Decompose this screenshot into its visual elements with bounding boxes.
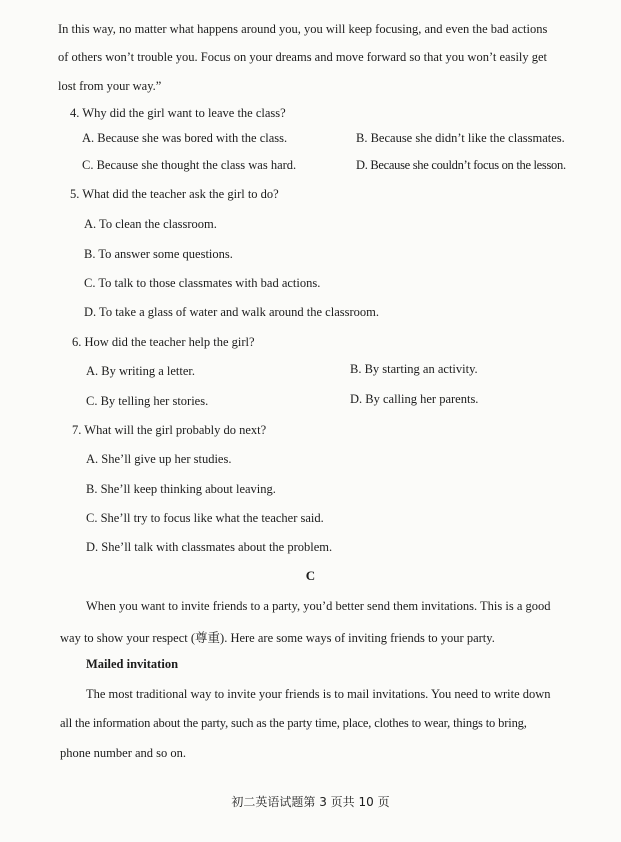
question-6-option-a[interactable]: A. By writing a letter. <box>86 364 196 378</box>
question-4-option-d[interactable]: D. Because she couldn’t focus on the lesson. <box>356 158 566 172</box>
section-c-heading: C <box>305 568 316 583</box>
passage-line: In this way, no matter what happens around you, you will keep focusing, and even the bad actions <box>58 22 548 36</box>
section-c-intro-line: way to show your respect (尊重). Here are some ways of inviting friends to your party. <box>60 631 495 645</box>
question-6-stem: 6. How did the teacher help the girl? <box>72 335 255 349</box>
section-c-para-line: phone number and so on. <box>60 746 187 760</box>
section-c-intro-line: When you want to invite friends to a party, you’d better send them invitations. This is a good <box>86 599 551 613</box>
question-5-stem: 5. What did the teacher ask the girl to do? <box>70 187 279 201</box>
question-5-option-a[interactable]: A. To clean the classroom. <box>84 217 217 231</box>
question-7-option-a[interactable]: A. She’ll give up her studies. <box>86 452 232 466</box>
section-c-para-line: The most traditional way to invite your friends is to mail invitations. You need to write down <box>86 687 551 701</box>
question-5-option-b[interactable]: B. To answer some questions. <box>84 247 233 261</box>
question-7-option-c[interactable]: C. She’ll try to focus like what the teacher said. <box>86 511 324 525</box>
section-c-para-line: all the information about the party, such as the party time, place, clothes to wear, things to bring, <box>60 716 527 730</box>
question-4-option-c[interactable]: C. Because she thought the class was hard. <box>82 158 297 172</box>
question-5-option-d[interactable]: D. To take a glass of water and walk around the classroom. <box>84 305 379 319</box>
question-7-stem: 7. What will the girl probably do next? <box>72 423 267 437</box>
question-6-option-c[interactable]: C. By telling her stories. <box>86 394 209 408</box>
question-7-option-b[interactable]: B. She’ll keep thinking about leaving. <box>86 482 276 496</box>
passage-line: of others won’t trouble you. Focus on your dreams and move forward so that you won’t easily get <box>58 50 548 64</box>
mailed-invitation-subheading: Mailed invitation <box>86 657 179 671</box>
question-6-option-d[interactable]: D. By calling her parents. <box>350 392 479 406</box>
question-6-option-b[interactable]: B. By starting an activity. <box>350 362 478 376</box>
question-4-option-b[interactable]: B. Because she didn’t like the classmates. <box>356 131 565 145</box>
question-4-option-a[interactable]: A. Because she was bored with the class. <box>82 131 288 145</box>
passage-line: lost from your way.” <box>58 79 162 93</box>
page-footer: 初二英语试题第 3 页共 10 页 <box>231 795 390 809</box>
question-5-option-c[interactable]: C. To talk to those classmates with bad actions. <box>84 276 321 290</box>
question-4-stem: 4. Why did the girl want to leave the class? <box>70 106 286 120</box>
question-7-option-d[interactable]: D. She’ll talk with classmates about the problem. <box>86 540 333 554</box>
